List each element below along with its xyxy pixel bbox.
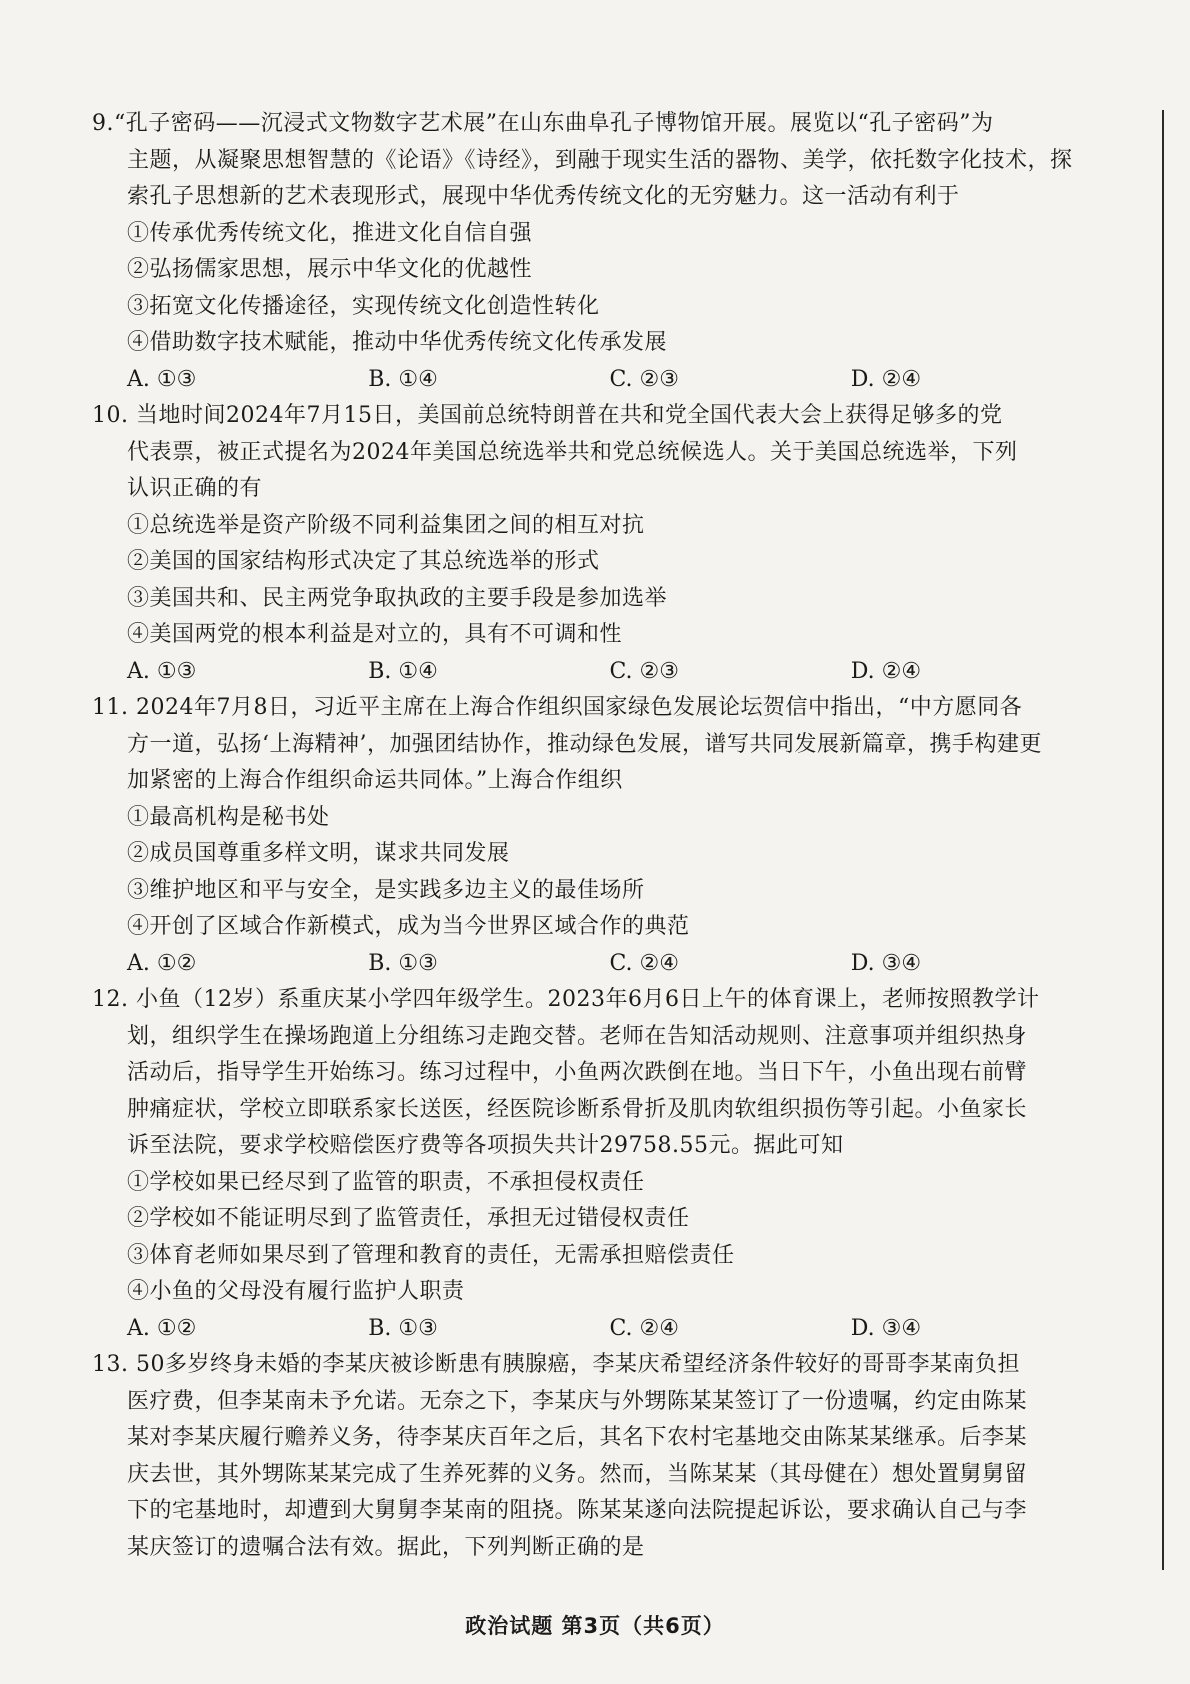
question-stem-line: 9.“孔子密码——沉浸式文物数字艺术展”在山东曲阜孔子博物馆开展。展览以“孔子密码”为 [92, 111, 994, 136]
question-stem-line: 诉至法院，要求学校赔偿医疗费等各项损失共计29758.55元。据此可知 [127, 1133, 844, 1158]
answer-option: A. ①② [127, 1315, 197, 1341]
answer-option: C. ②④ [609, 1315, 679, 1341]
answer-option: B. ①④ [368, 658, 438, 684]
answer-option: C. ②③ [609, 658, 679, 684]
answer-option: B. ①③ [368, 950, 438, 976]
statement: ④开创了区域合作新模式，成为当今世界区域合作的典范 [127, 914, 690, 939]
statement: ④小鱼的父母没有履行监护人职责 [127, 1279, 465, 1304]
statement: ①传承优秀传统文化，推进文化自信自强 [127, 220, 533, 246]
answer-option: B. ①③ [368, 1315, 438, 1341]
answer-option: A. ①② [127, 950, 197, 976]
question [92, 982, 1092, 1347]
question-stem-line: 肿痛症状，学校立即联系家长送医，经医院诊断系骨折及肌肉软组织损伤等引起。小鱼家长 [127, 1096, 1028, 1122]
question-stem-line: 认识正确的有 [127, 476, 263, 501]
question-stem-line: 主题，从凝聚思想智慧的《论语》《诗经》，到融于现实生活的器物、美学，依托数字化技术，探 [127, 147, 1073, 173]
question [92, 398, 1092, 690]
statement: ①总统选举是资产阶级不同利益集团之间的相互对抗 [127, 512, 645, 538]
question-stem-line: 某庆签订的遗嘱合法有效。据此，下列判断正确的是 [127, 1534, 645, 1560]
answer-option: D. ②④ [850, 658, 922, 684]
statement: ①最高机构是秘书处 [127, 804, 330, 830]
statement: ②学校如不能证明尽到了监管责任，承担无过错侵权责任 [127, 1206, 690, 1231]
question-stem-line: 索孔子思想新的艺术表现形式，展现中华优秀传统文化的无穷魅力。这一活动有利于 [127, 184, 960, 209]
answer-option: D. ③④ [850, 1315, 922, 1341]
statement: ③维护地区和平与安全，是实践多边主义的最佳场所 [127, 877, 645, 903]
answer-option: B. ①④ [368, 366, 438, 392]
answer-option: D. ③④ [850, 950, 922, 976]
question-stem-line: 13. 50多岁终身未婚的李某庆被诊断患有胰腺癌，李某庆希望经济条件较好的哥哥李某南负担 [92, 1352, 1020, 1377]
answer-option: C. ②③ [609, 366, 679, 392]
question-stem-line: 12. 小鱼（12岁）系重庆某小学四年级学生。2023年6月6日上午的体育课上，老师按照教学计 [92, 987, 1040, 1012]
question-stem-line: 某对李某庆履行赡养义务，待李某庆百年之后，其名下农村宅基地交由陈某某继承。后李某 [127, 1425, 1028, 1450]
question-stem-line: 庆去世，其外甥陈某某完成了生养死葬的义务。然而，当陈某某（其母健在）想处置舅舅留 [127, 1461, 1028, 1487]
margin-rule [1162, 110, 1164, 1570]
question-stem-line: 加紧密的上海合作组织命运共同体。”上海合作组织 [127, 768, 623, 793]
statement: ②弘扬儒家思想，展示中华文化的优越性 [127, 257, 533, 282]
options-row [92, 362, 1092, 399]
statement: ③体育老师如果尽到了管理和教育的责任，无需承担赔偿责任 [127, 1242, 735, 1268]
question-stem-line: 10. 当地时间2024年7月15日，美国前总统特朗普在共和党全国代表大会上获得足够多的党 [92, 403, 1003, 428]
question-stem-line: 代表票，被正式提名为2024年美国总统选举共和党总统候选人。关于美国总统选举，下列 [127, 439, 1018, 465]
statement: ③拓宽文化传播途径，实现传统文化创造性转化 [127, 293, 600, 319]
question-stem-line: 医疗费，但李某南未予允诺。无奈之下，李某庆与外甥陈某某签订了一份遗嘱，约定由陈某 [127, 1388, 1028, 1414]
answer-option: A. ①③ [127, 658, 197, 684]
statement: ③美国共和、民主两党争取执政的主要手段是参加选举 [127, 585, 668, 611]
question-stem-line: 活动后，指导学生开始练习。练习过程中，小鱼两次跌倒在地。当日下午，小鱼出现右前臂 [127, 1060, 1028, 1085]
answer-option: D. ②④ [850, 366, 922, 392]
statement: ④美国两党的根本利益是对立的，具有不可调和性 [127, 622, 623, 647]
statement: ②成员国尊重多样文明，谋求共同发展 [127, 841, 510, 866]
question-stem-line: 方一道，弘扬‘上海精神’，加强团结协作，推动绿色发展，谱写共同发展新篇章，携手构建更 [127, 731, 1042, 757]
page-footer: 政治试题 第3页（共6页） [465, 1614, 725, 1638]
question-stem-line: 划，组织学生在操场跑道上分组练习走跑交替。老师在告知活动规则、注意事项并组织热身 [127, 1023, 1028, 1049]
answer-option: C. ②④ [609, 950, 679, 976]
options-row [92, 654, 1092, 691]
statement: ②美国的国家结构形式决定了其总统选举的形式 [127, 549, 600, 574]
options-row [92, 1311, 1092, 1348]
question [92, 106, 1092, 398]
question [92, 690, 1092, 982]
statement: ①学校如果已经尽到了监管的职责，不承担侵权责任 [127, 1169, 645, 1195]
answer-option: A. ①③ [127, 366, 197, 392]
statement: ④借助数字技术赋能，推动中华优秀传统文化传承发展 [127, 330, 668, 355]
question-stem-line: 11. 2024年7月8日，习近平主席在上海合作组织国家绿色发展论坛贺信中指出，“中方愿同各 [92, 695, 1023, 720]
question-list [92, 106, 1092, 1566]
question [92, 1347, 1092, 1566]
options-row [92, 946, 1092, 983]
question-stem-line: 下的宅基地时，却遭到大舅舅李某南的阻挠。陈某某遂向法院提起诉讼，要求确认自己与李 [127, 1498, 1028, 1523]
